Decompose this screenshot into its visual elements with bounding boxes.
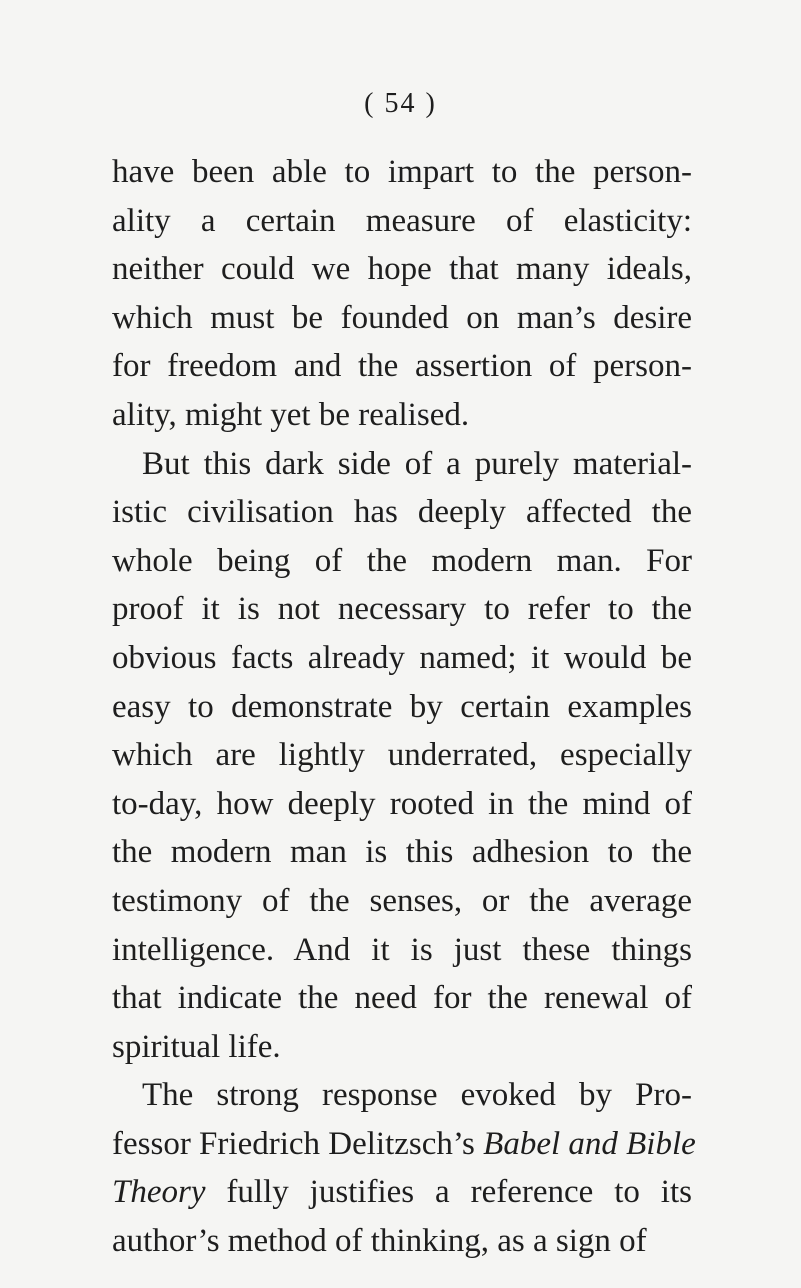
text-line: that indicate the need for the renewal of	[112, 980, 692, 1017]
text-segment: fully justifies a reference to its	[205, 1174, 692, 1211]
body-text	[112, 148, 696, 1266]
text-line: spiritual life.	[112, 1028, 281, 1065]
text-line: which must be founded on man’s desire	[112, 299, 692, 336]
text-line: for freedom and the assertion of person-	[112, 348, 692, 385]
book-title: Theory	[112, 1174, 206, 1211]
text-lines	[112, 148, 692, 1120]
text-line: proof it is not necessary to refer to the	[112, 591, 692, 628]
text-line: which are lightly underrated, especially	[112, 737, 692, 774]
text-line: to-day, how deeply rooted in the mind of	[112, 785, 692, 822]
page-number: ( 54 )	[364, 88, 437, 119]
text-line: whole being of the modern man. For	[112, 542, 692, 579]
text-line-final: author’s method of thinking, as a sign of	[112, 1223, 647, 1260]
text-line: have been able to impart to the person-	[112, 154, 692, 190]
text-line: testimony of the senses, or the average	[112, 882, 692, 919]
text-line: easy to demonstrate by certain examples	[112, 688, 692, 725]
text-line: The strong response evoked by Pro-	[142, 1077, 692, 1114]
text-line: the modern man is this adhesion to the	[112, 834, 692, 871]
text-line: obvious facts already named; it would be	[112, 639, 692, 676]
text-segment: fessor Friedrich Delitzsch’s	[112, 1125, 484, 1162]
text-line: neither could we hope that many ideals,	[112, 251, 692, 288]
text-line: But this dark side of a purely material-	[142, 445, 692, 482]
text-line-theory	[112, 1168, 692, 1217]
text-line: ality a certain measure of elasticity:	[112, 202, 692, 239]
text-line-fessor	[112, 1120, 696, 1169]
text-line: ality, might yet be realised.	[112, 396, 470, 433]
text-line: intelligence. And it is just these things	[112, 931, 692, 968]
text-line: istic civilisation has deeply affected the	[112, 494, 692, 531]
book-title: Babel and Bible	[483, 1125, 696, 1162]
